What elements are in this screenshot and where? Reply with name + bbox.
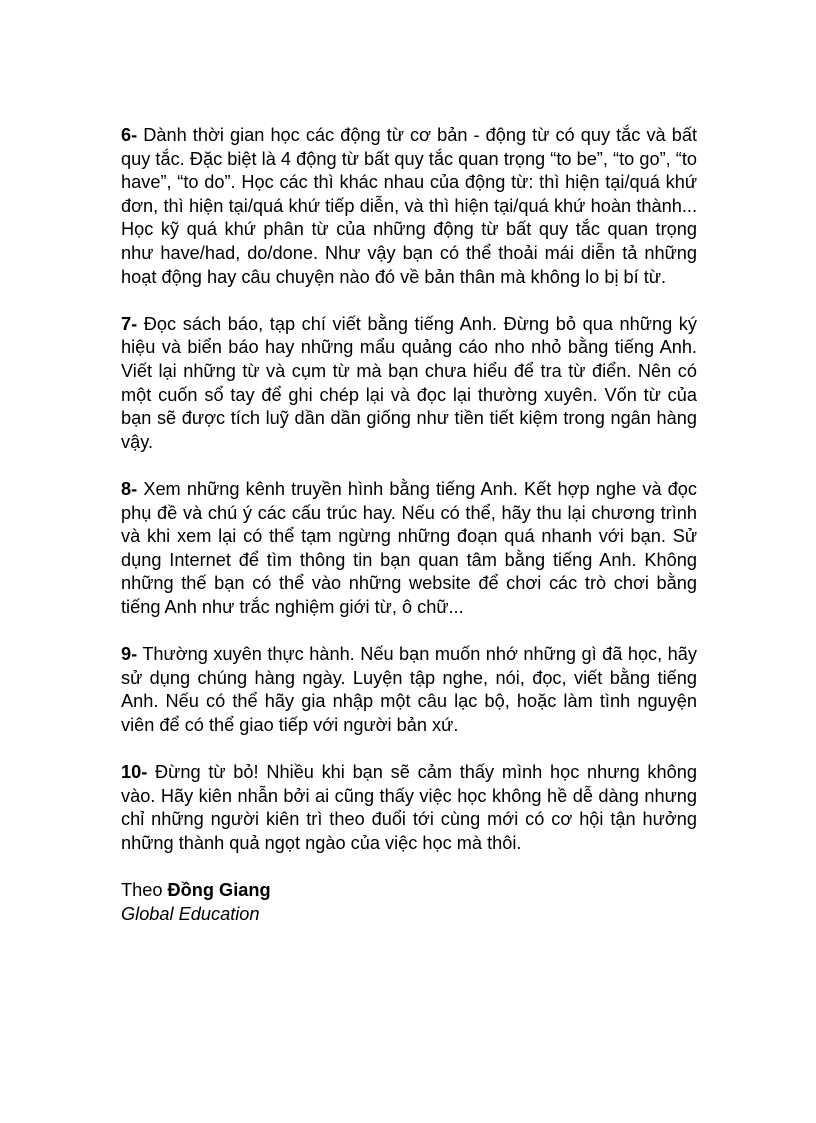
credit-organization: Global Education [121, 903, 260, 924]
tip-paragraph-10 [121, 761, 697, 855]
tip-number: 6- [121, 125, 138, 145]
tip-text: Thường xuyên thực hành. Nếu bạn muốn nhớ những gì đã học, hãy sử dụng chúng hàng ngày. Luyện tập nghe, nói, đọc, viết bằng tiếng Anh. Nếu có thể hãy gia nhập một câu lạc bộ, hoặc làm tình nguyện viên để có thể giao tiếp với người bản xứ. [121, 644, 697, 735]
tip-number: 7- [121, 313, 138, 334]
tip-paragraph-8 [121, 478, 697, 620]
tip-text: Xem những kênh truyền hình bằng tiếng Anh. Kết hợp nghe và đọc phụ đề và chú ý các cấu trúc hay. Nếu có thể, hãy thu lại chương trình và khi xem lại có thể tạm ngừng những đoạn quá nhanh với bạn. Sử dụng Internet để tìm thông tin bạn quan tâm bằng tiếng Anh. Không những thế bạn có thể vào những website để chơi các trò chơi bằng tiếng Anh như trắc nghiệm giới từ, ô chữ... [121, 478, 698, 617]
tip-text: Đọc sách báo, tạp chí viết bằng tiếng Anh. Đừng bỏ qua những ký hiệu và biển báo hay những mẩu quảng cáo nho nhỏ bằng tiếng Anh. Viết lại những từ và cụm từ mà bạn chưa hiểu để tra từ điển. Nên có một cuốn sổ tay để ghi chép lại và đọc lại thường xuyên. Vốn từ của bạn sẽ được tích luỹ dần dần giống như tiền tiết kiệm trong ngân hàng vậy. [121, 313, 697, 452]
tip-paragraph-7 [121, 313, 697, 455]
tip-paragraph-6 [121, 124, 697, 289]
tip-number: 9- [121, 644, 138, 665]
tip-number: 8- [121, 478, 138, 499]
credit-prefix: Theo [121, 880, 163, 900]
tip-text: Đừng từ bỏ! Nhiều khi bạn sẽ cảm thấy mình học nhưng không vào. Hãy kiên nhẫn bởi ai cũng thấy việc học không hề dễ dàng nhưng chỉ những người kiên trì theo đuổi tới cùng mới có cơ hội tận hưởng những thành quả ngọt ngào của việc học mà thôi. [121, 762, 697, 853]
tip-text: Dành thời gian học các động từ cơ bản - động từ có quy tắc và bất quy tắc. Đặc biệt là 4 động từ bất quy tắc quan trọng “to be”, “to go”, “to have”, “to do”. Học các thì khác nhau của động từ: thì hiện tại/quá khứ đơn, thì hiện tại/quá khứ tiếp diễn, và thì hiện tại/quá khứ hoàn thành... Học kỹ quá khứ phân từ của những động từ bất quy tắc quan trọng như have/had, do/done. Như vậy bạn có thể thoải mái diễn tả những hoạt động hay câu chuyện nào đó về bản thân mà không lo bị bí từ. [121, 125, 698, 287]
credit-author: Đồng Giang [167, 880, 271, 900]
document-body [121, 124, 697, 926]
tip-number: 10- [121, 762, 148, 783]
tip-paragraph-9 [121, 643, 697, 737]
credit-line [121, 879, 697, 903]
